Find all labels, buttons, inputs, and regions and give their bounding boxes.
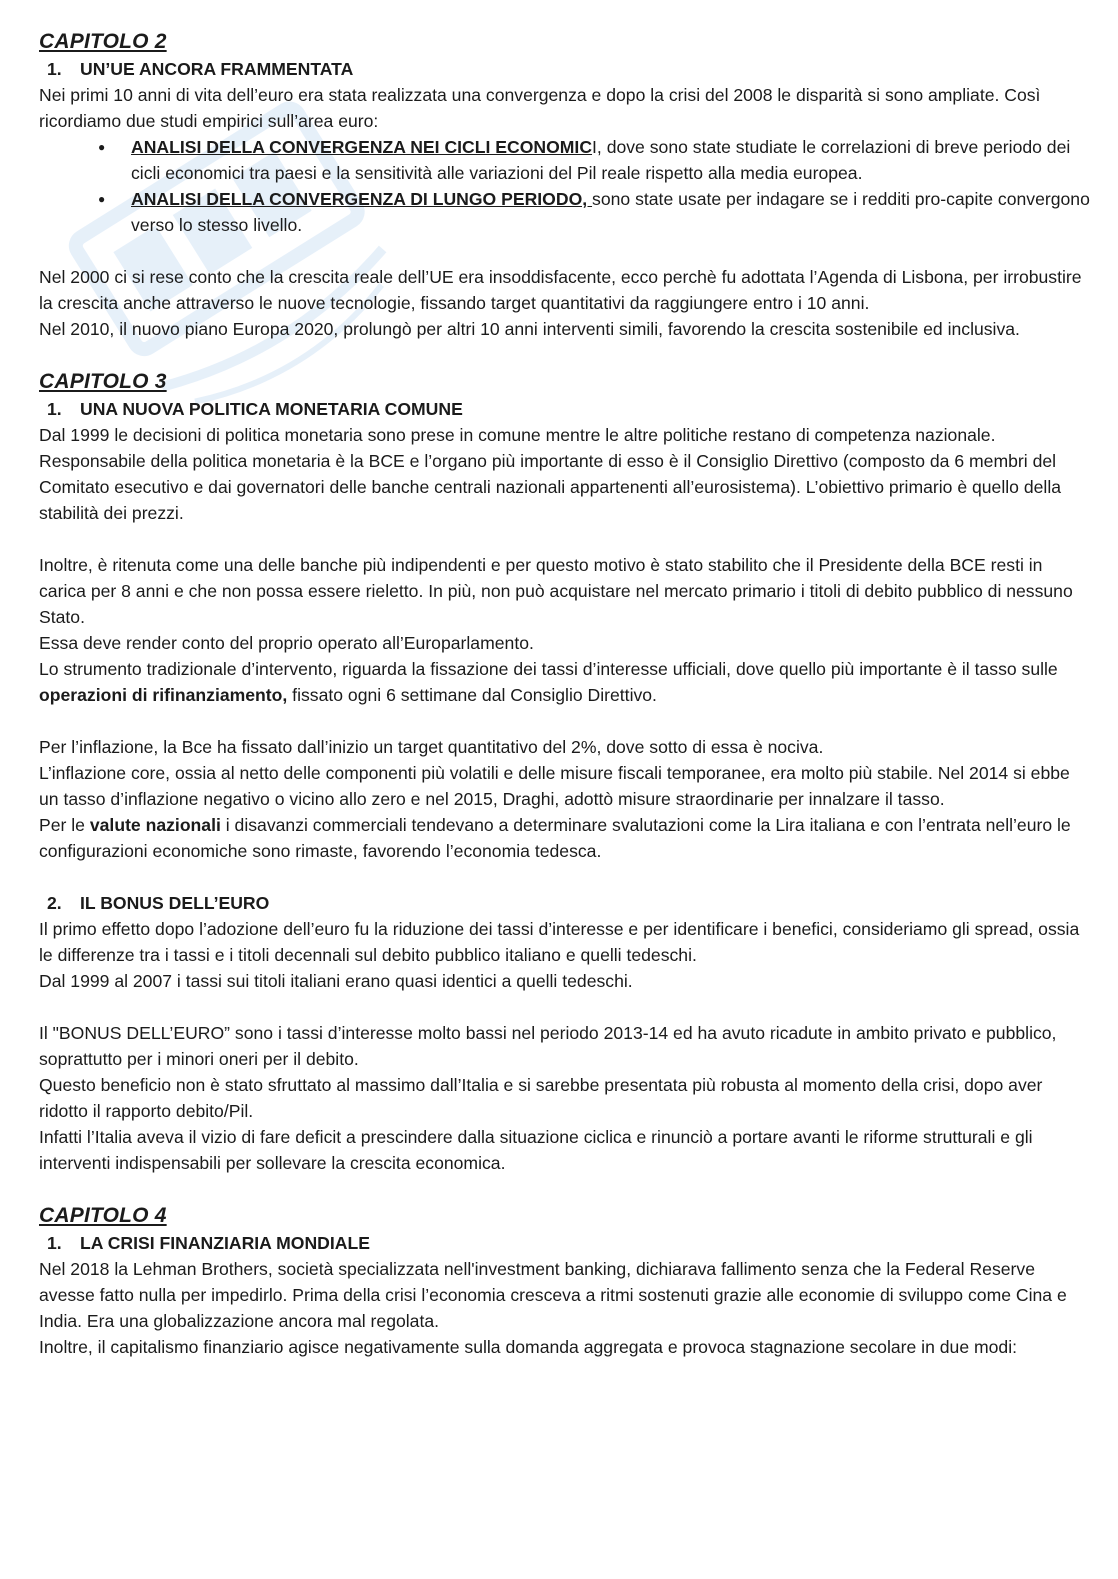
chapter-4-title: CAPITOLO 4 <box>39 1204 167 1227</box>
paragraph: Per l’inflazione, la Bce ha fissato dall’inizio un target quantitativo del 2%, dove sotto di essa è nociva. <box>39 737 824 757</box>
paragraph: Questo beneficio non è stato sfruttato al massimo dall’Italia e si sarebbe presentata più robusta al momento della crisi, dopo aver ridotto il rapporto debito/Pil. <box>39 1075 1043 1121</box>
bold-term: operazioni di rifinanziamento, <box>39 685 288 705</box>
text-run: fissato ogni 6 settimane dal Consiglio Direttivo. <box>287 685 657 705</box>
text-run: Lo strumento tradizionale d’intervento, riguarda la fissazione dei tassi d’interesse ufficiali, dove quello più importante è il tasso sulle <box>39 659 1058 679</box>
chapter-2-title: CAPITOLO 2 <box>39 30 167 53</box>
paragraph <box>39 812 1091 864</box>
section-number: 1. <box>47 1233 62 1253</box>
section-title: IL BONUS DELL’EURO <box>80 893 270 913</box>
paragraph: Il primo effetto dopo l’adozione dell’euro fu la riduzione dei tassi d’interesse e per identificare i benefici, consideriamo gli spread, ossia le differenze tra i tassi e i titoli decennali sul debito pubblico italiano e quelli tedeschi. <box>39 919 1080 965</box>
text-run: Per le <box>39 815 90 835</box>
text-run: i disavanzi commerciali tendevano a determinare svalutazioni come la Lira italiana e con l’entrata nell’euro le configurazioni economiche sono rimaste, favorendo l’economia tedesca. <box>39 815 1071 861</box>
paragraph: Inoltre, il capitalismo finanziario agisce negativamente sulla domanda aggregata e provoca stagnazione secolare in due modi: <box>39 1337 1018 1357</box>
section-3-2-heading <box>39 890 1091 916</box>
bullet-text: sono state usate per indagare se i redditi pro-capite convergono verso lo stesso livello. <box>131 189 1090 235</box>
paragraph: Essa deve render conto del proprio operato all’Europarlamento. <box>39 633 534 653</box>
section-number: 1. <box>47 59 62 79</box>
list-item <box>131 134 1091 186</box>
document-content <box>39 28 1091 1360</box>
section-title: LA CRISI FINANZIARIA MONDIALE <box>80 1233 370 1253</box>
paragraph: Inoltre, è ritenuta come una delle banche più indipendenti e per questo motivo è stato stabilito che il Presidente della BCE resti in carica per 8 anni e che non possa essere rieletto. In più, non può acquistare nel mercato primario i titoli di debito pubblico di nessuno Stato. <box>39 555 1073 627</box>
paragraph: Il "BONUS DELL’EURO” sono i tassi d’interesse molto bassi nel periodo 2013-14 ed ha avuto ricadute in ambito privato e pubblico, soprattutto per i minori oneri per il debito. <box>39 1023 1057 1069</box>
paragraph: Dal 1999 le decisioni di politica monetaria sono prese in comune mentre le altre politiche restano di competenza nazionale. Responsabile della politica monetaria è la BCE e l’organo più importante di esso è il Consiglio Direttivo (composto da 6 membri del Comitato esecutivo e dai governatori delle banche centrali nazionali appartenenti all’eurosistema). L’obiettivo primario è quello della stabilità dei prezzi. <box>39 425 1062 523</box>
paragraph: L’inflazione core, ossia al netto delle componenti più volatili e delle misure fiscali temporanee, era molto più stabile. Nel 2014 si ebbe un tasso d’inflazione negativo o vicino allo zero e nel 2015, Draghi, adottò misure straordinarie per innalzare il tasso. <box>39 763 1070 809</box>
paragraph <box>39 656 1091 708</box>
section-title: UNA NUOVA POLITICA MONETARIA COMUNE <box>80 399 463 419</box>
paragraph: Nel 2010, il nuovo piano Europa 2020, prolungò per altri 10 anni interventi simili, favorendo la crescita sostenibile ed inclusiva. <box>39 319 1020 339</box>
section-2-1-heading <box>39 56 1091 82</box>
paragraph: Nei primi 10 anni di vita dell’euro era stata realizzata una convergenza e dopo la crisi del 2008 le disparità si sono ampliate. Così ricordiamo due studi empirici sull’area euro: <box>39 85 1041 131</box>
section-3-1-heading <box>39 396 1091 422</box>
paragraph: Dal 1999 al 2007 i tassi sui titoli italiani erano quasi identici a quelli tedeschi. <box>39 971 633 991</box>
bullet-term: ANALISI DELLA CONVERGENZA DI LUNGO PERIODO, <box>131 189 593 209</box>
list-item <box>131 186 1091 238</box>
bold-term: valute nazionali <box>89 815 221 835</box>
paragraph: Infatti l’Italia aveva il vizio di fare deficit a prescindere dalla situazione ciclica e rinunciò a portare avanti le riforme strutturali e gli interventi indispensabili per sollevare la crescita economica. <box>39 1127 1033 1173</box>
chapter-3-title: CAPITOLO 3 <box>39 370 167 393</box>
paragraph: Nel 2018 la Lehman Brothers, società specializzata nell'investment banking, dichiarava fallimento senza che la Federal Reserve avesse fatto nulla per impedirlo. Prima della crisi l’economia cresceva a ritmi sostenuti grazie alle economie di sviluppo come Cina e India. Era una globalizzazione ancora mal regolata. <box>39 1259 1067 1331</box>
section-4-1-heading <box>39 1230 1091 1256</box>
section-number: 1. <box>47 399 62 419</box>
section-number: 2. <box>47 893 62 913</box>
bullet-text: I, dove sono state studiate le correlazioni di breve periodo dei cicli economici tra paesi e la sensitività alle variazioni del Pil reale rispetto alla media europea. <box>131 137 1071 183</box>
paragraph: Nel 2000 ci si rese conto che la crescita reale dell’UE era insoddisfacente, ecco perchè fu adottata l’Agenda di Lisbona, per irrobustire la crescita anche attraverso le nuove tecnologie, fissando target quantitativi da raggiungere entro i 10 anni. <box>39 267 1082 313</box>
section-title: UN’UE ANCORA FRAMMENTATA <box>80 59 354 79</box>
bullet-term: ANALISI DELLA CONVERGENZA NEI CICLI ECONOMIC <box>131 137 593 157</box>
bullet-list <box>39 134 1091 238</box>
